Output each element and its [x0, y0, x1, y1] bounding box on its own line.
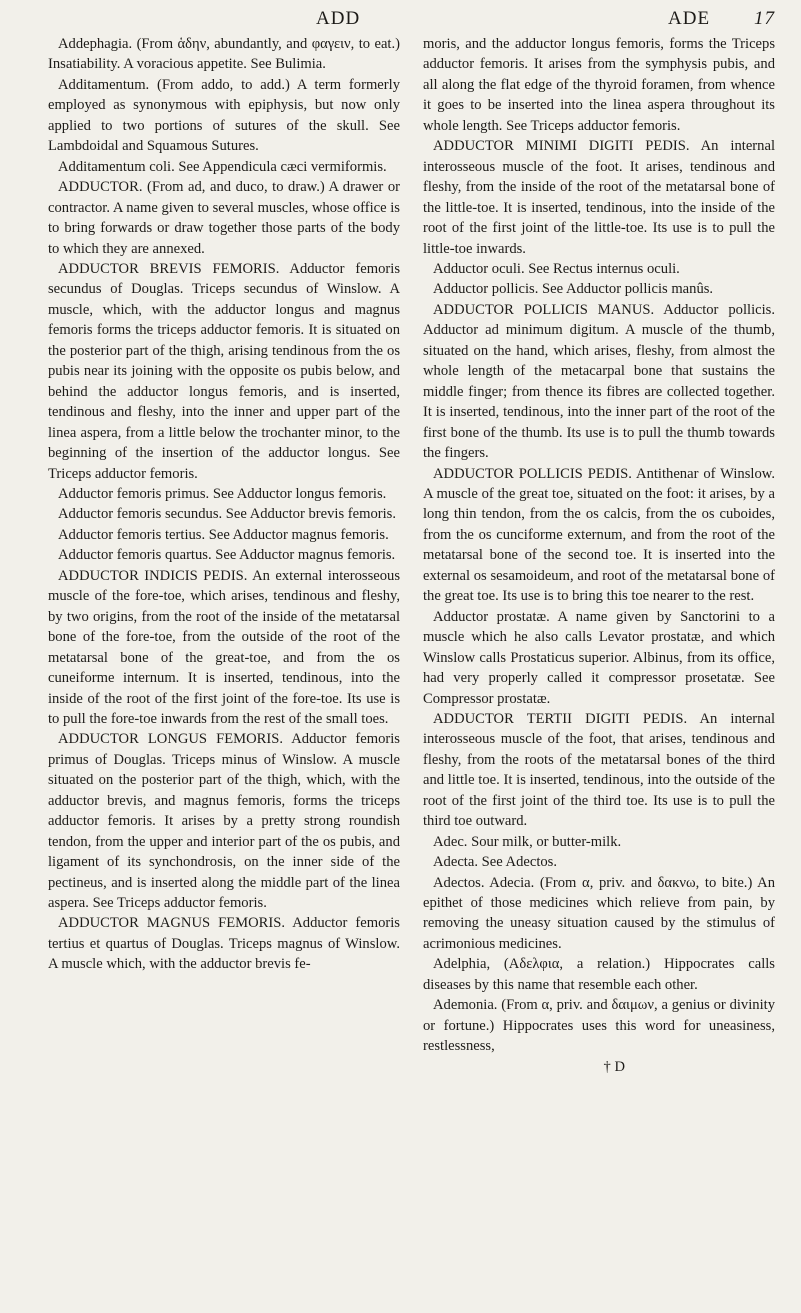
right-column: [423, 34, 775, 1304]
dictionary-entry: ADDUCTOR TERTII DIGITI PEDIS. An internal interosseous muscle of the foot, that arises, tendinous and fleshy, from the roots of the metatarsal bones of the third and little toe. It is inserted, tendinous, into the outside of the root of the first joint of the third toe. Its use is to pull the third toe outward.: [423, 710, 775, 830]
page-number: 17: [754, 8, 775, 29]
dictionary-entry: Ademonia. (From α, priv. and δαιμων, a genius or divinity or fortune.) Hippocrates uses this word for uneasiness, restlessness,: [423, 997, 775, 1055]
running-head-left: ADD: [316, 8, 361, 29]
dictionary-entry: ADDUCTOR INDICIS PEDIS. An external interosseous muscle of the fore-toe, which arises, tendinous and fleshy, by two origins, from the root of the inside of the metatarsal bone of the fore-toe, from the outside of the root of the metatarsal bone of the great-toe, and from the os cuneiforme internum. It is inserted, tendinous, into the inside of the root of the first joint of the fore-toe. Its use is to pull the fore-toe inwards from the rest of the small toes.: [48, 567, 400, 727]
dictionary-entry: Adductor femoris primus. See Adductor longus femoris.: [58, 485, 387, 502]
dictionary-entry: Adductor femoris secundus. See Adductor brevis femoris.: [58, 506, 397, 523]
dictionary-entry: ADDUCTOR LONGUS FEMORIS. Adductor femoris primus of Douglas. Triceps minus of Winslow. A muscle situated on the posterior part of the thigh, which, with the adductor brevis, and magnus femoris, forms the triceps adductor femoris. It arises by a pretty strong roundish tendon, from the upper and interior part of the os pubis, and ligament of its synchondrosis, on the inner side of the pectineus, and is inserted along the middle part of the linea aspera. See Triceps adductor femoris.: [48, 731, 400, 912]
dictionary-entry: Addephagia. (From ἁδην, abundantly, and φαγειν, to eat.) Insatiability. A voracious appetite. See Bulimia.: [48, 36, 400, 73]
dictionary-entry: Adductor prostatæ. A name given by Sanctorini to a muscle which he also calls Levator prostatæ, and which Winslow calls Prostaticus superior. Albinus, from its office, had very properly called it compressor prosetatæ. See Compressor prostatæ.: [423, 608, 775, 707]
dictionary-entry: Adductor pollicis. See Adductor pollicis manûs.: [433, 281, 714, 298]
dictionary-entry: ADDUCTOR MAGNUS FEMORIS. Adductor femoris tertius et quartus of Douglas. Triceps magnus of Winslow. A muscle which, with the adductor brevis fe-: [48, 915, 400, 973]
signature-mark: † D: [603, 1058, 625, 1075]
dictionary-entry: Adductor femoris quartus. See Adductor magnus femoris.: [58, 547, 396, 564]
dictionary-entry: Adec. Sour milk, or butter-milk.: [433, 833, 622, 850]
dictionary-entry: ADDUCTOR POLLICIS MANUS. Adductor pollicis. Adductor ad minimum digitum. A muscle of the thumb, situated on the hand, which arises, fleshy, from almost the whole length of the metacarpal bone that sustains the middle finger; from thence its fibres are collected together. It is inserted, tendinous, into the inner part of the root of the first bone of the thumb. Its use is to pull the thumb towards the fingers.: [423, 301, 775, 462]
dictionary-entry: Additamentum coli. See Appendicula cæci vermiformis.: [58, 158, 387, 175]
dictionary-entry: Adductor oculi. See Rectus internus oculi.: [433, 260, 680, 277]
dictionary-entry: Adductor femoris tertius. See Adductor magnus femoris.: [58, 526, 389, 543]
two-column-body: [48, 34, 775, 1304]
dictionary-entry: ADDUCTOR POLLICIS PEDIS. Antithenar of Winslow. A muscle of the great toe, situated on the foot: it arises, by a long thin tendon, from the os calcis, from the os cuboides, from the os cunciforme externum, and from the root of the metatarsal bone of the second toe. It is inserted into the external os sesamoideum, and root of the metatarsal bone of the great toe. Its use is to bring this toe nearer to the rest.: [423, 465, 775, 605]
dictionary-entry: Additamentum. (From addo, to add.) A term formerly employed as synonymous with epiphysis, but now only applied to two portions of sutures of the skull. See Lambdoidal and Squamous Sutures.: [48, 76, 400, 155]
dictionary-entry: Adecta. See Adectos.: [433, 854, 558, 871]
dictionary-entry: Adectos. Adecia. (From α, priv. and δακνω, to bite.) An epithet of those medicines which relieve from pain, by removing the uneasy situation caused by the stimulus of acrimonious medicines.: [423, 874, 775, 952]
dictionary-entry: ADDUCTOR BREVIS FEMORIS. Adductor femoris secundus of Douglas. Triceps secundus of Winslow. A muscle, which, with the adductor longus and magnus femoris forms the triceps adductor femoris. It is situated on the posterior part of the thigh, arising tendinous from the os pubis near its joining with the opposite os pubis below, and behind the adductor longus femoris, and is inserted, tendinous and fleshy, into the inner and upper part of the linea aspera, from a little below the trochanter minor, to the beginning of the insertion of the adductor longus. See Triceps adductor femoris.: [48, 260, 400, 482]
dictionary-entry: ADDUCTOR. (From ad, and duco, to draw.) A drawer or contractor. A name given to several muscles, whose office is to bring forwards or draw together those parts of the body to which they are annexed.: [48, 179, 400, 257]
dictionary-entry: moris, and the adductor longus femoris, forms the Triceps adductor femoris. It arises from the symphysis pubis, and all along the flat edge of the thyroid foramen, from whence it goes to be inserted into the linea aspera throughout its whole length. See Triceps adductor femoris.: [423, 36, 775, 134]
running-head-right: ADE: [668, 8, 711, 29]
dictionary-entry: ADDUCTOR MINIMI DIGITI PEDIS. An internal interosseous muscle of the foot. It arises, tendinous and fleshy, from the inside of the root of the metatarsal bone of the little-toe. It is inserted, tendinous, into the inside of the root of the first joint of the little-toe. Its use is to pull the little-toe inwards.: [423, 138, 775, 257]
running-header: [48, 8, 775, 32]
dictionary-entry: Adelphia, (Αδελφια, a relation.) Hippocrates calls diseases by this name that resemble each other.: [423, 956, 775, 993]
left-column: [48, 34, 400, 1304]
